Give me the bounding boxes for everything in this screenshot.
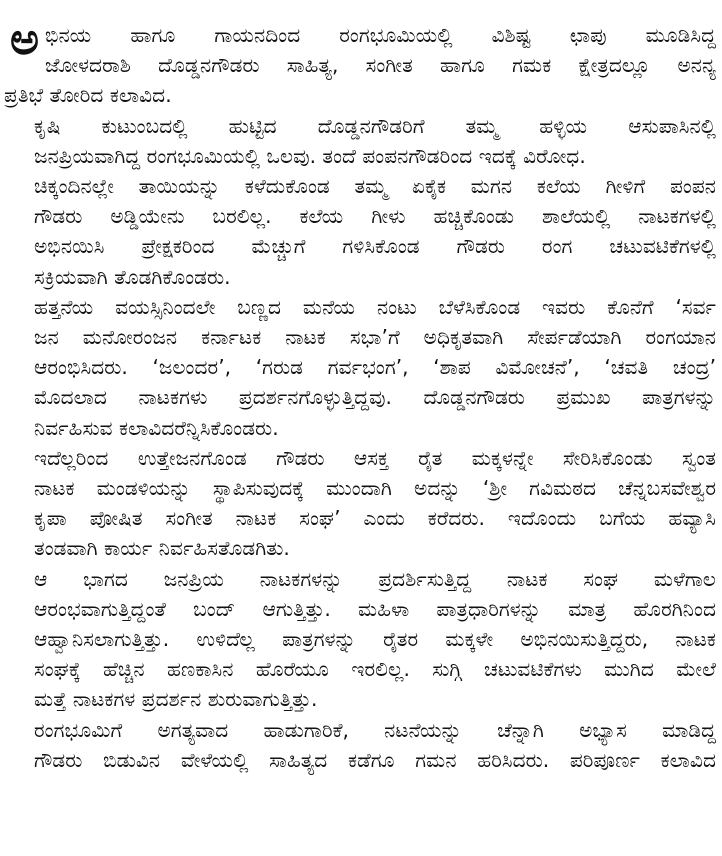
text-line: ತಂಡವಾಗಿ ಕಾರ್ಯ ನಿರ್ವಹಿಸತೊಡಗಿತು.	[34, 536, 290, 561]
text-line: ಗೌಡರು ಅಡ್ಡಿಯೇನು ಬರಲಿಲ್ಲ. ಕಲೆಯ ಗೀಳು ಹಚ್ಚಿಕೊಂಡು ಶಾಲೆಯಲ್ಲಿ ನಾಟಕಗಳಲ್ಲಿ	[34, 204, 716, 229]
text-line: ಸಕ್ರಿಯವಾಗಿ ತೊಡಗಿಕೊಂಡರು.	[34, 264, 231, 289]
paragraph-5	[4, 443, 716, 564]
text-line: ನಿರ್ವಹಿಸುವ ಕಲಾವಿದರೆನ್ನಿಸಿಕೊಂಡರು.	[34, 415, 279, 440]
text-line: ಮೊದಲಾದ ನಾಟಕಗಳು ಪ್ರದರ್ಶನಗೊಳ್ಳುತ್ತಿದ್ದವು. ದೊಡ್ಡನಗೌಡರು ಪ್ರಮುಖ ಪಾತ್ರಗಳನ್ನು	[34, 385, 716, 410]
text-line: ಕೃಷಿ ಕುಟುಂಬದಲ್ಲಿ ಹುಟ್ಟಿದ ದೊಡ್ಡನಗೌಡರಿಗೆ ತಮ್ಮ ಹಳ್ಳಿಯ ಆಸುಪಾಸಿನಲ್ಲಿ	[34, 113, 716, 138]
paragraph-1	[4, 14, 716, 111]
text-line: ರಂಗಭೂಮಿಗೆ ಅಗತ್ಯವಾದ ಹಾಡುಗಾರಿಕೆ, ನಟನೆಯನ್ನು ಚೆನ್ನಾಗಿ ಅಭ್ಯಾಸ ಮಾಡಿದ್ದ	[34, 717, 716, 742]
paragraph-7	[4, 715, 716, 775]
text-line: ಜೋಳದರಾಶಿ ದೊಡ್ಡನಗೌಡರು ಸಾಹಿತ್ಯ, ಸಂಗೀತ ಹಾಗೂ ಗಮಕ ಕ್ಷೇತ್ರದಲ್ಲೂ ಅನನ್ಯ	[45, 53, 716, 78]
text-line: ನಾಟಕ ಮಂಡಳಿಯನ್ನು ಸ್ಥಾಪಿಸುವುದಕ್ಕೆ ಮುಂದಾಗಿ ಅದನ್ನು ‘ಶ್ರೀ ಗವಿಮಠದ ಚೆನ್ನಬಸವೇಶ್ವರ	[34, 476, 716, 501]
paragraph-3	[4, 171, 716, 292]
paragraph-2	[4, 111, 716, 171]
text-line: ಅಭಿನಯಿಸಿ ಪ್ರೇಕ್ಷಕರಿಂದ ಮೆಚ್ಚುಗೆ ಗಳಿಸಿಕೊಂಡ ಗೌಡರು ರಂಗ ಚಟುವಟಿಕೆಗಳಲ್ಲಿ	[34, 234, 716, 259]
text-line: ಕೃಪಾ ಪೋಷಿತ ಸಂಗೀತ ನಾಟಕ ಸಂಘ’ ಎಂದು ಕರೆದರು. ಇದೊಂದು ಬಗೆಯ ಹವ್ಯಾಸಿ	[34, 506, 716, 531]
drop-cap: ಅ	[10, 14, 39, 65]
text-line: ಚಿಕ್ಕಂದಿನಲ್ಲೇ ತಾಯಿಯನ್ನು ಕಳೆದುಕೊಂಡ ತಮ್ಮ ಏಕೈಕ ಮಗನ ಕಲೆಯ ಗೀಳಿಗೆ ಪಂಪನ	[34, 174, 716, 199]
text-line: ಗೌಡರು ಬಿಡುವಿನ ವೇಳೆಯಲ್ಲಿ ಸಾಹಿತ್ಯದ ಕಡೆಗೂ ಗಮನ ಹರಿಸಿದರು. ಪರಿಪೂರ್ಣ ಕಲಾವಿದ	[34, 747, 716, 772]
paragraph-6	[4, 564, 716, 715]
text-line: ಹತ್ತನೆಯ ವಯಸ್ಸಿನಿಂದಲೇ ಬಣ್ಣದ ಮನೆಯ ನಂಟು ಬೆಳೆಸಿಕೊಂಡ ಇವರು ಕೊನೆಗೆ ‘ಸರ್ವ	[34, 294, 716, 319]
text-line: ಪ್ರತಿಭೆ ತೋರಿದ ಕಲಾವಿದ.	[4, 83, 172, 108]
paragraph-4	[4, 292, 716, 443]
text-line: ಆರಂಭಿಸಿದರು. ‘ಜಲಂದರ’, ‘ಗರುಡ ಗರ್ವಭಂಗ’, ‘ಶಾಪ ವಿಮೋಚನೆ’, ‘ಚವತಿ ಚಂದ್ರ’	[34, 355, 716, 380]
text-line: ಆ ಭಾಗದ ಜನಪ್ರಿಯ ನಾಟಕಗಳನ್ನು ಪ್ರದರ್ಶಿಸುತ್ತಿದ್ದ ನಾಟಕ ಸಂಘ ಮಳೆಗಾಲ	[34, 566, 716, 591]
text-line: ಸಂಘಕ್ಕೆ ಹೆಚ್ಚಿನ ಹಣಕಾಸಿನ ಹೊರೆಯೂ ಇರಲಿಲ್ಲ. ಸುಗ್ಗಿ ಚಟುವಟಿಕೆಗಳು ಮುಗಿದ ಮೇಲೆ	[34, 657, 716, 682]
text-line: ಜನಪ್ರಿಯವಾಗಿದ್ದ ರಂಗಭೂಮಿಯಲ್ಲಿ ಒಲವು. ತಂದೆ ಪಂಪನಗೌಡರಿಂದ ಇದಕ್ಕೆ ವಿರೋಧ.	[34, 143, 586, 168]
text-line: ಆಹ್ವಾನಿಸಲಾಗುತ್ತಿತ್ತು. ಉಳಿದೆಲ್ಲ ಪಾತ್ರಗಳನ್ನು ರೈತರ ಮಕ್ಕಳೇ ಅಭಿನಯಿಸುತ್ತಿದ್ದರು, ನಾಟಕ	[34, 627, 716, 652]
text-line: ಆರಂಭವಾಗುತ್ತಿದ್ದಂತೆ ಬಂದ್ ಆಗುತ್ತಿತ್ತು. ಮಹಿಳಾ ಪಾತ್ರಧಾರಿಗಳನ್ನು ಮಾತ್ರ ಹೊರಗಿನಿಂದ	[34, 596, 716, 621]
text-line: ಜನ ಮನೋರಂಜನ ಕರ್ನಾಟಕ ನಾಟಕ ಸಭಾ’ಗೆ ಅಧಿಕೃತವಾಗಿ ಸೇರ್ಪಡೆಯಾಗಿ ರಂಗಯಾನ	[34, 325, 716, 350]
text-line: ಇದೆಲ್ಲರಿಂದ ಉತ್ತೇಜನಗೊಂಡ ಗೌಡರು ಆಸಕ್ತ ರೈತ ಮಕ್ಕಳನ್ನೇ ಸೇರಿಸಿಕೊಂಡು ಸ್ವಂತ	[34, 445, 716, 470]
text-line: ಮತ್ತೆ ನಾಟಕಗಳ ಪ್ರದರ್ಶನ ಶುರುವಾಗುತ್ತಿತ್ತು.	[34, 687, 318, 712]
text-line: ಭಿನಯ ಹಾಗೂ ಗಾಯನದಿಂದ ರಂಗಭೂಮಿಯಲ್ಲಿ ವಿಶಿಷ್ಟ ಛಾಪು ಮೂಡಿಸಿದ್ದ	[45, 23, 716, 47]
